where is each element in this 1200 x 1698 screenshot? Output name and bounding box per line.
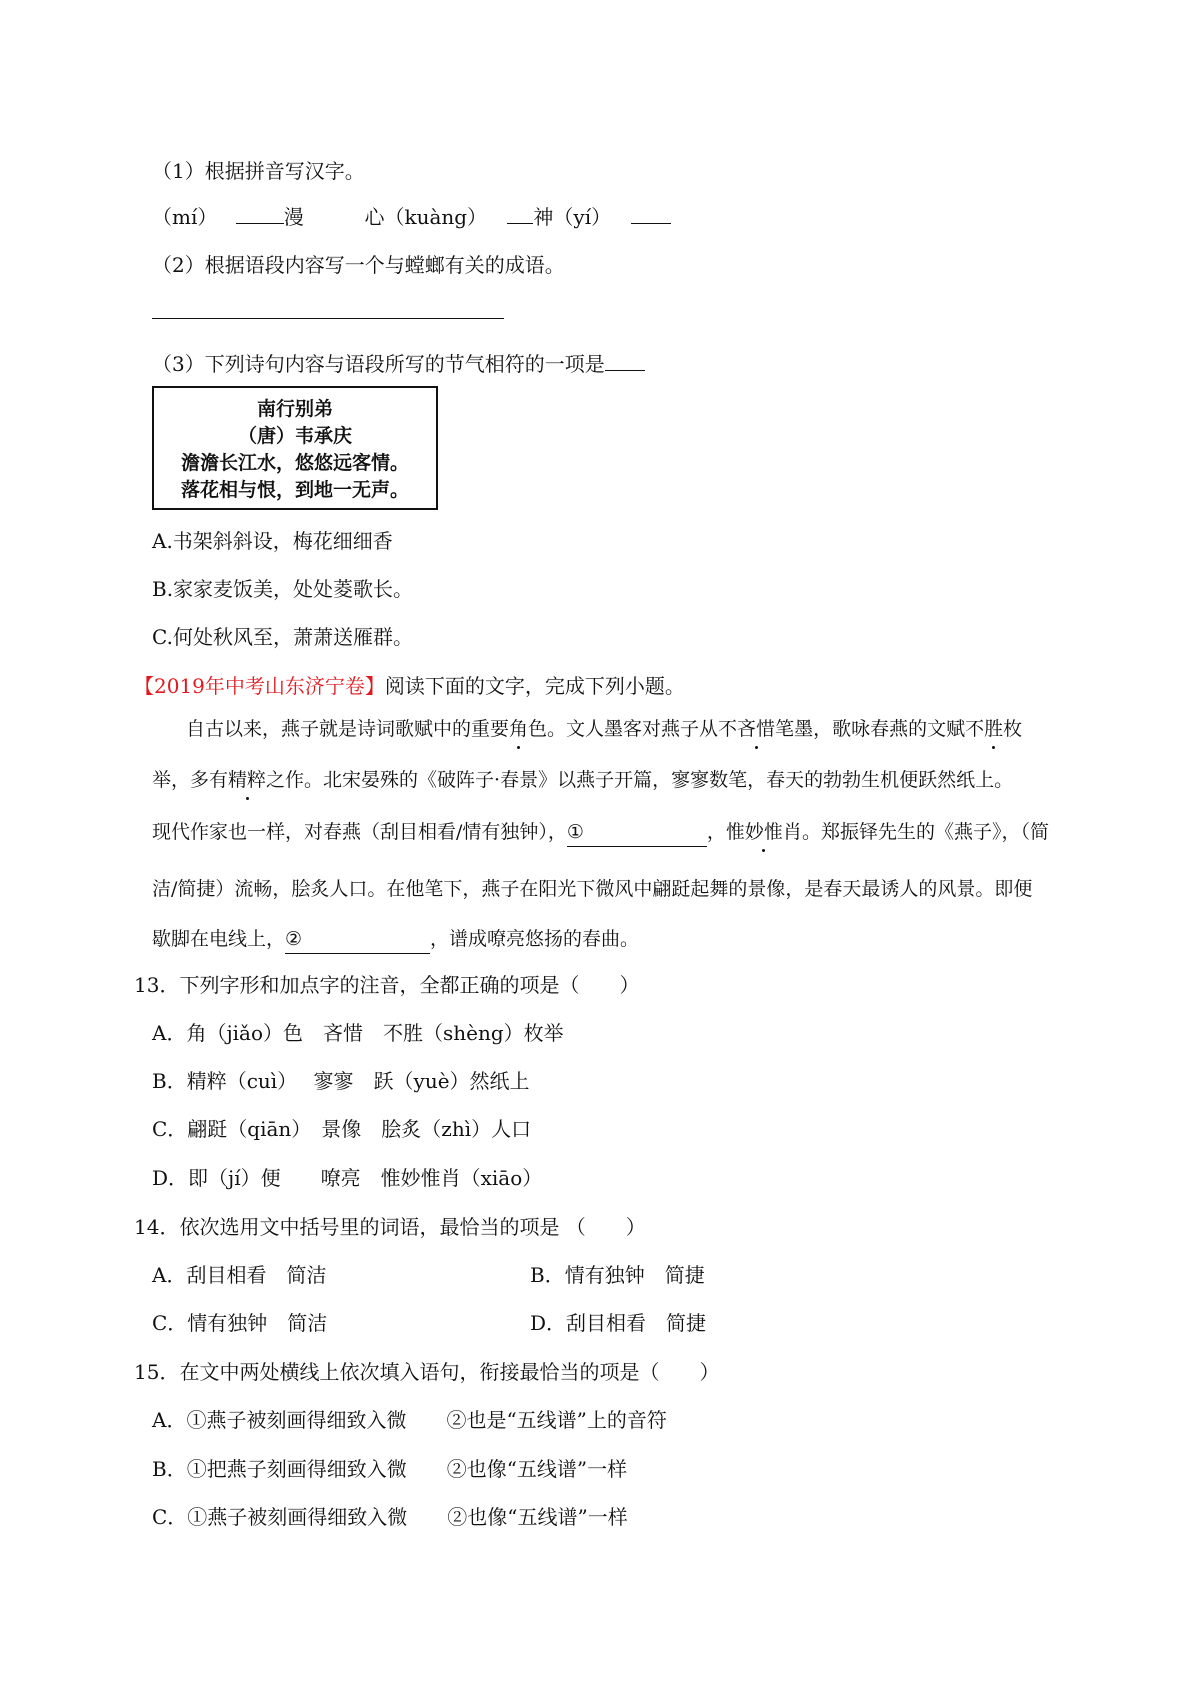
q13-option-c[interactable]: C．翩跹（qiān） 景像 脍炙（zhì）人口 xyxy=(152,1117,532,1141)
pinyin-item: 神（yí） xyxy=(533,205,612,229)
passage-line: 歇脚在电线上，② ，谱成嘹亮悠扬的春曲。 xyxy=(152,925,1102,954)
poem-box xyxy=(152,386,438,510)
question-15-stem: 15．在文中两处横线上依次填入语句，衔接最恰当的项是（ ） xyxy=(134,1360,720,1384)
q15-option-b[interactable]: B．①把燕子刻画得细致入微 ②也像“五线谱”一样 xyxy=(152,1457,628,1481)
poem-line: 澹澹长江水，悠悠远客情。 xyxy=(180,452,409,474)
pinyin-item: 心（kuàng） xyxy=(364,205,488,229)
section-instruction: 阅读下面的文字，完成下列小题。 xyxy=(384,674,685,698)
answer-blank[interactable] xyxy=(605,350,645,371)
option-b: B.家家麦饭美，处处菱歌长。 xyxy=(152,577,414,601)
dotted-char: 惟妙惟肖 xyxy=(726,818,802,846)
passage-line: 举，多有精粹之作。北宋晏殊的《破阵子·春景》以燕子开篇，寥寥数笔，春天的勃勃生机便跃然纸上。 xyxy=(152,766,1102,794)
fill-blank-1[interactable]: ① xyxy=(567,818,707,847)
question-14-stem: 14．依次选用文中括号里的词语，最恰当的项是 （ ） xyxy=(134,1215,646,1239)
poem-author: （唐）韦承庆 xyxy=(237,425,352,447)
q13-option-d[interactable]: D．即（jí）便 嘹亮 惟妙惟肖（xiāo） xyxy=(152,1166,543,1190)
option-a: A.书架斜斜设，梅花细细香 xyxy=(152,529,393,553)
sub-question-2-title: （2）根据语段内容写一个与螳螂有关的成语。 xyxy=(152,253,565,277)
dotted-char: 精粹 xyxy=(228,766,266,794)
sub-question-1-title: （1）根据拼音写汉字。 xyxy=(152,159,365,183)
pinyin-row xyxy=(152,203,671,231)
poem-line: 落花相与恨，到地一无声。 xyxy=(180,479,409,501)
answer-blank[interactable] xyxy=(507,203,533,224)
question-13-stem: 13．下列字形和加点字的注音，全都正确的项是（ ） xyxy=(134,973,640,997)
pinyin-item: （mí） xyxy=(152,205,218,229)
q15-option-a[interactable]: A．①燕子被刻画得细致入微 ②也是“五线谱”上的音符 xyxy=(152,1408,667,1432)
pinyin-item: 漫 xyxy=(283,205,304,229)
passage-line: 自古以来，燕子就是诗词歌赋中的重要角色。文人墨客对燕子从不吝惜笔墨，歌咏春燕的文赋不胜枚 xyxy=(186,715,1136,743)
sub-question-3-text: （3）下列诗句内容与语段所写的节气相符的一项是 xyxy=(152,352,605,376)
sub-question-3-title xyxy=(152,350,645,378)
source-label: 【2019年中考山东济宁卷】 xyxy=(134,674,385,698)
passage-line: 洁/简捷）流畅，脍炙人口。在他笔下，燕子在阳光下微风中翩跹起舞的景像，是春天最诱人的风景。即便 xyxy=(152,878,1033,900)
q14-option-c[interactable]: C．情有独钟 简洁 xyxy=(152,1311,328,1335)
q13-option-a[interactable]: A．角（jiǎo）色 吝惜 不胜（shèng）枚举 xyxy=(152,1021,564,1045)
answer-blank[interactable] xyxy=(236,203,284,224)
q15-option-c[interactable]: C．①燕子被刻画得细致入微 ②也像“五线谱”一样 xyxy=(152,1505,628,1529)
q13-option-b[interactable]: B．精粹（cuì） 寥寥 跃（yuè）然纸上 xyxy=(152,1069,530,1093)
fill-blank-2[interactable]: ② xyxy=(285,925,430,954)
answer-blank[interactable] xyxy=(631,203,671,224)
passage-line: 现代作家也一样，对春燕（刮目相看/情有独钟），① ，惟妙惟肖。郑振铎先生的《燕子》，（简 xyxy=(152,818,1102,847)
q14-option-b[interactable]: B．情有独钟 简捷 xyxy=(530,1263,705,1287)
answer-line[interactable] xyxy=(152,318,504,319)
q14-option-d[interactable]: D．刮目相看 简捷 xyxy=(530,1311,707,1335)
poem-title: 南行别弟 xyxy=(256,398,333,420)
section-header xyxy=(134,672,685,700)
option-c: C.何处秋风至，萧萧送雁群。 xyxy=(152,625,413,649)
q14-option-a[interactable]: A．刮目相看 简洁 xyxy=(152,1263,327,1287)
dotted-char: 角 xyxy=(509,715,528,743)
dotted-char: 吝惜 xyxy=(737,715,775,743)
dotted-char: 胜 xyxy=(984,715,1003,743)
